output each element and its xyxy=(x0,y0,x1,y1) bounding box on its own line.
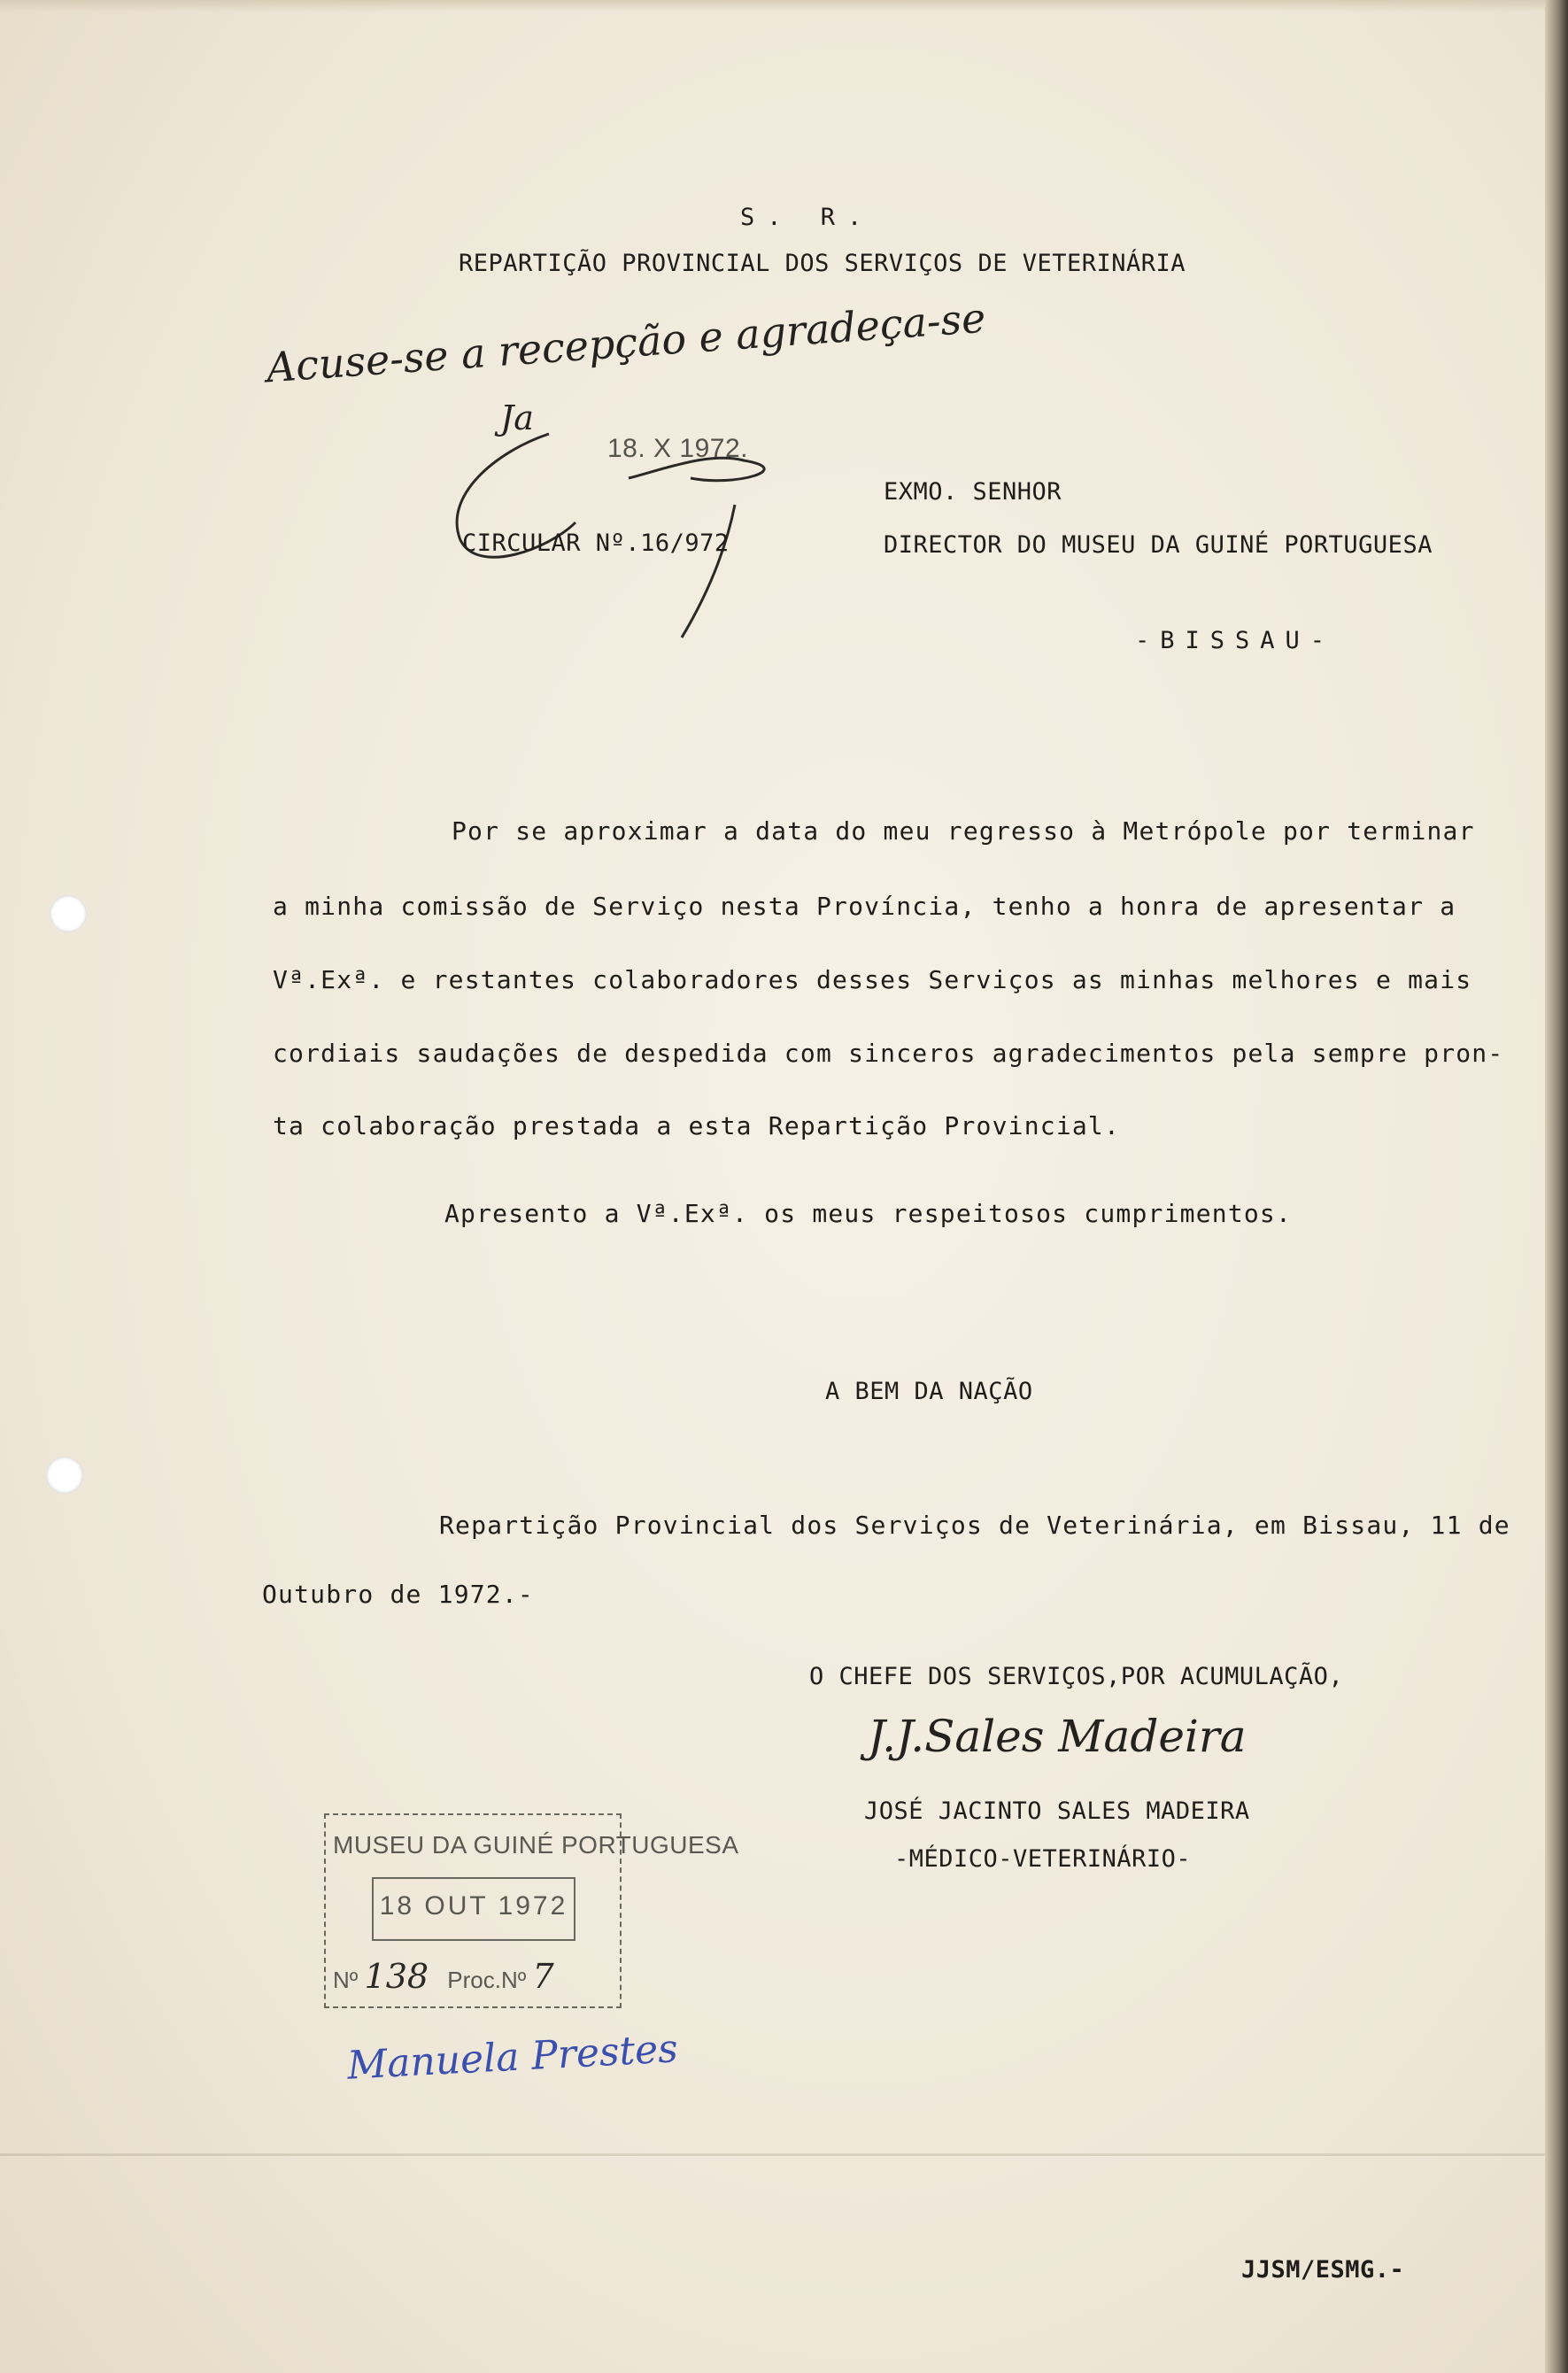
date-stamp: 18. X 1972. xyxy=(607,434,748,463)
signatory-profession: -MÉDICO-VETERINÁRIO- xyxy=(894,1845,1192,1873)
stamp-number-label: Nº xyxy=(333,1967,359,1993)
signatory-role: O CHEFE DOS SERVIÇOS,POR ACUMULAÇÃO, xyxy=(809,1663,1344,1690)
punch-hole-top xyxy=(50,895,87,932)
recipient-title: DIRECTOR DO MUSEU DA GUINÉ PORTUGUESA xyxy=(884,531,1433,559)
handwritten-initials: Ja xyxy=(500,398,534,437)
stamp-number: 138 xyxy=(364,1957,429,1996)
museum-receipt-stamp xyxy=(324,1813,739,2008)
paper-fold-line xyxy=(0,2153,1545,2156)
receiver-signature: Manuela Prestes xyxy=(345,2026,679,2089)
handwritten-annotation: Acuse-se a recepção e agradeça-se xyxy=(265,293,987,392)
paper-top-edge xyxy=(0,0,1568,12)
footer-reference: JJSM/ESMG.- xyxy=(1241,2256,1405,2284)
body-line-1: Por se aproximar a data do meu regresso à Metrópole por terminar xyxy=(452,816,1475,846)
recipient-salutation: EXMO. SENHOR xyxy=(884,478,1062,506)
stamp-date: 18 OUT 1972 xyxy=(379,1891,568,1921)
motto: A BEM DA NAÇÃO xyxy=(825,1378,1033,1405)
stamp-date-box xyxy=(372,1877,575,1941)
stamp-proc-label: Proc.Nº xyxy=(447,1967,527,1993)
signatory-name: JOSÉ JACINTO SALES MADEIRA xyxy=(864,1797,1250,1825)
header-initials: S. R. xyxy=(740,204,875,231)
punch-hole-bottom xyxy=(46,1457,83,1494)
handwritten-signature: J.J.Sales Madeira xyxy=(868,1711,1247,1762)
body-line-5: ta colaboração prestada a esta Repartição Provincial. xyxy=(273,1111,1121,1140)
circular-number: CIRCULAR Nº.16/972 xyxy=(462,529,730,557)
paper-right-edge xyxy=(1545,0,1568,2373)
stamp-number-line xyxy=(333,1957,554,1996)
recipient-city: -BISSAU- xyxy=(1135,627,1336,654)
header-institution: REPARTIÇÃO PROVINCIAL DOS SERVIÇOS DE VETERINÁRIA xyxy=(459,250,1186,277)
place-date-line-1: Repartição Provincial dos Serviços de Veterinária, em Bissau, 11 de xyxy=(439,1511,1510,1540)
body-line-3: Vª.Exª. e restantes colaboradores desses Serviços as minhas melhores e mais xyxy=(273,965,1472,994)
body-line-2: a minha comissão de Serviço nesta Província, tenho a honra de apresentar a xyxy=(273,892,1456,921)
stamp-title: MUSEU DA GUINÉ PORTUGUESA xyxy=(333,1831,739,1859)
stamp-proc-number: 7 xyxy=(532,1957,554,1996)
place-date-line-2: Outubro de 1972.- xyxy=(262,1580,534,1609)
closing-line: Apresento a Vª.Exª. os meus respeitosos cumprimentos. xyxy=(444,1199,1293,1228)
body-line-4: cordiais saudações de despedida com sinceros agradecimentos pela sempre pron- xyxy=(273,1039,1504,1068)
